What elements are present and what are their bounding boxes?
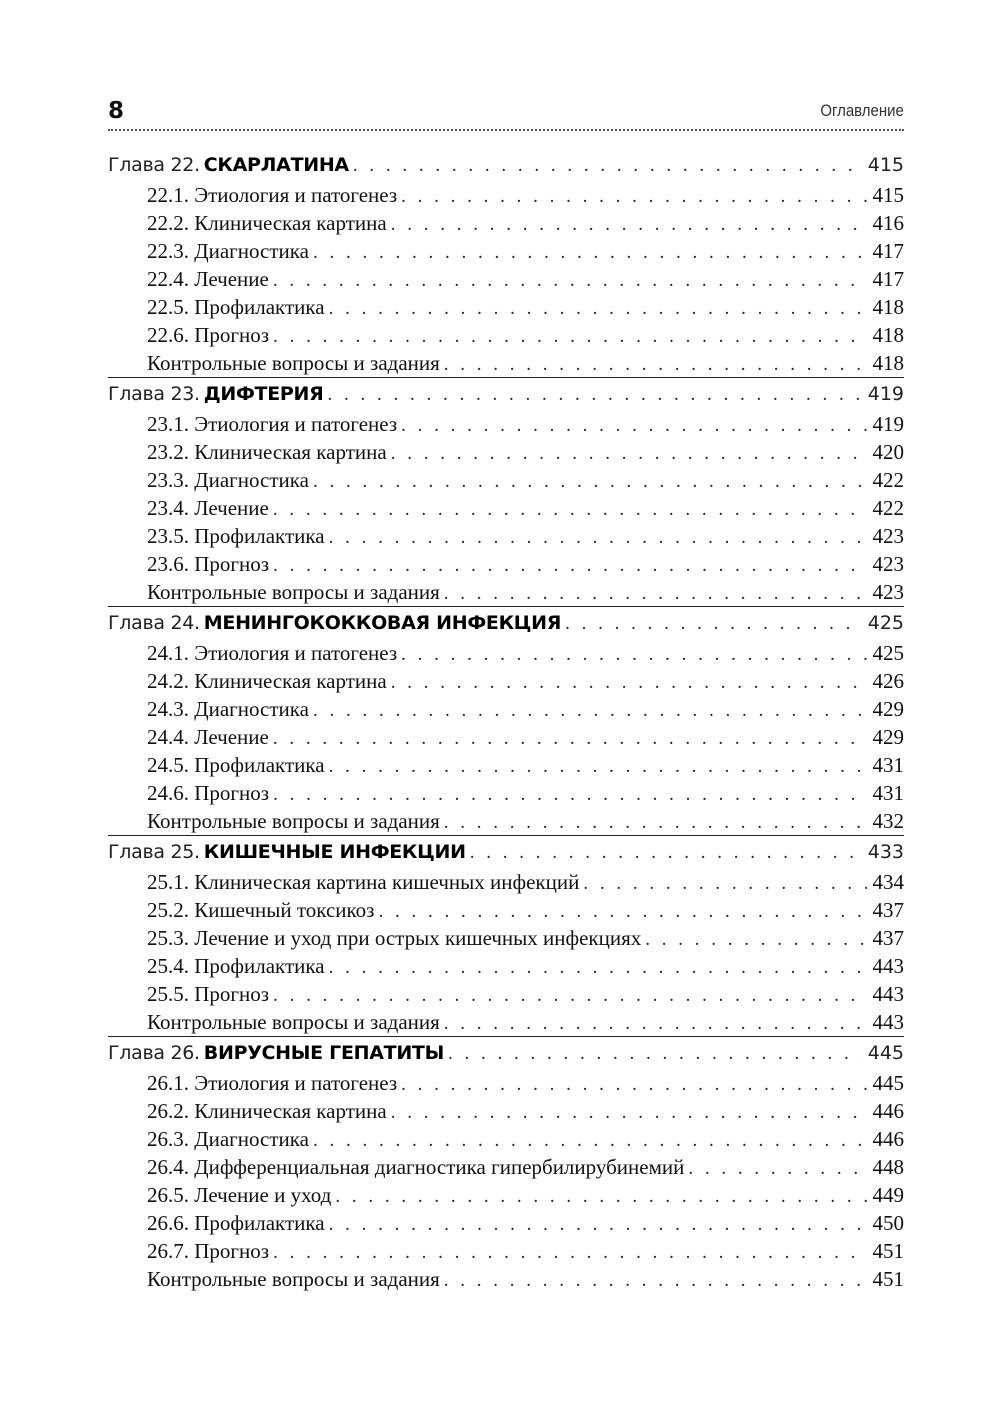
chapter-number: Глава 26. [108, 1042, 200, 1064]
chapter-block [108, 607, 904, 836]
toc-entry-label: 26.6. Профилактика [147, 1211, 325, 1235]
section-title: Оглавление [820, 101, 904, 120]
toc-entry[interactable] [108, 438, 904, 466]
table-of-contents [108, 149, 904, 1293]
dot-leader [329, 1211, 867, 1239]
chapter-block [108, 149, 904, 378]
toc-entry-label: 22.5. Профилактика [147, 295, 325, 319]
toc-entry[interactable] [108, 639, 904, 667]
toc-entry[interactable] [108, 1008, 904, 1036]
chapter-block [108, 1037, 904, 1293]
toc-entry-label: 25.1. Клиническая картина кишечных инфекций [147, 870, 580, 894]
dot-leader [448, 1038, 862, 1070]
toc-entry-page-number: 431 [872, 753, 904, 777]
dot-leader [327, 379, 861, 411]
toc-entry-label: 22.2. Клиническая картина [147, 211, 387, 235]
toc-entry[interactable] [108, 349, 904, 377]
toc-entry[interactable] [108, 1125, 904, 1153]
toc-entry-page-number: 419 [872, 412, 904, 436]
dot-leader [391, 440, 867, 468]
toc-entry-page-number: 445 [872, 1071, 904, 1095]
dot-leader [329, 954, 867, 982]
toc-entry-label: 26.1. Этиология и патогенез [147, 1071, 398, 1095]
toc-entry-page-number: 417 [872, 267, 904, 291]
page-number: 8 [108, 98, 125, 124]
dot-leader [391, 669, 867, 697]
toc-entry-label: Контрольные вопросы и задания [147, 809, 440, 833]
toc-entry-page-number: 429 [872, 697, 904, 721]
toc-entry-label: 24.2. Клиническая картина [147, 669, 387, 693]
toc-entry-label: 23.4. Лечение [147, 496, 269, 520]
toc-entry-label: 23.6. Прогноз [147, 552, 270, 576]
dot-leader [273, 267, 867, 295]
dot-leader [273, 552, 866, 580]
chapter-entry[interactable] [108, 836, 904, 868]
chapter-page-number: 419 [867, 383, 904, 405]
dot-leader [401, 183, 866, 211]
toc-entry[interactable] [108, 466, 904, 494]
toc-entry[interactable] [108, 1209, 904, 1237]
toc-entry-page-number: 420 [872, 440, 904, 464]
running-head [108, 96, 904, 130]
toc-entry[interactable] [108, 494, 904, 522]
header-dotted-rule [108, 129, 904, 131]
toc-entry-label: Контрольные вопросы и задания [147, 580, 440, 604]
toc-entry[interactable] [108, 410, 904, 438]
toc-entry[interactable] [108, 1097, 904, 1125]
toc-entry-label: 25.2. Кишечный токсикоз [147, 898, 375, 922]
toc-entry-label: 25.5. Прогноз [147, 982, 270, 1006]
toc-entry[interactable] [108, 1069, 904, 1097]
chapter-title: СКАРЛАТИНА [203, 154, 349, 176]
toc-entry-label: 23.1. Этиология и патогенез [147, 412, 398, 436]
dot-leader [313, 1127, 867, 1155]
dot-leader [583, 870, 866, 898]
dot-leader [273, 725, 867, 753]
toc-entry-page-number: 450 [872, 1211, 904, 1235]
dot-leader [329, 295, 867, 323]
dot-leader [273, 1239, 866, 1267]
toc-entry-label: 25.3. Лечение и уход при острых кишечных инфекциях [147, 926, 642, 950]
dot-leader [329, 524, 867, 552]
toc-entry-page-number: 423 [872, 524, 904, 548]
dot-leader [688, 1155, 866, 1183]
toc-entry[interactable] [108, 723, 904, 751]
toc-entry-page-number: 417 [872, 239, 904, 263]
toc-entry-page-number: 423 [872, 552, 904, 576]
chapter-title: ДИФТЕРИЯ [203, 383, 324, 405]
toc-entry[interactable] [108, 293, 904, 321]
dot-leader [273, 496, 867, 524]
dot-leader [645, 926, 866, 954]
toc-entry-page-number: 429 [872, 725, 904, 749]
toc-entry-label: Контрольные вопросы и задания [147, 351, 440, 375]
dot-leader [273, 323, 866, 351]
chapter-number: Глава 22. [108, 154, 200, 176]
dot-leader [273, 982, 866, 1010]
chapter-page-number: 415 [867, 154, 904, 176]
toc-entry-page-number: 431 [872, 781, 904, 805]
toc-entry-page-number: 423 [872, 580, 904, 604]
chapter-number: Глава 24. [108, 612, 200, 634]
dot-leader [391, 1099, 867, 1127]
toc-entry[interactable] [108, 868, 904, 896]
toc-entry[interactable] [108, 550, 904, 578]
toc-entry-page-number: 426 [872, 669, 904, 693]
toc-entry-page-number: 418 [872, 323, 904, 347]
toc-entry[interactable] [108, 209, 904, 237]
dot-leader [391, 211, 867, 239]
toc-entry[interactable] [108, 265, 904, 293]
toc-entry[interactable] [108, 667, 904, 695]
toc-entry-label: 22.3. Диагностика [147, 239, 309, 263]
toc-entry-label: 26.4. Дифференциальная диагностика гипербилирубинемий [147, 1155, 685, 1179]
dot-leader [273, 781, 866, 809]
toc-entry-page-number: 443 [872, 982, 904, 1006]
chapter-page-number: 445 [867, 1042, 904, 1064]
chapter-entry[interactable] [108, 1037, 904, 1069]
toc-entry-page-number: 432 [872, 809, 904, 833]
dot-leader [444, 1010, 867, 1038]
dot-leader [378, 898, 866, 926]
toc-entry-label: Контрольные вопросы и задания [147, 1010, 440, 1034]
toc-entry[interactable] [108, 578, 904, 606]
toc-entry[interactable] [108, 321, 904, 349]
toc-entry[interactable] [108, 1265, 904, 1293]
chapter-entry[interactable] [108, 149, 904, 181]
toc-entry-label: 26.5. Лечение и уход [147, 1183, 332, 1207]
toc-entry-label: 24.4. Лечение [147, 725, 269, 749]
dot-leader [329, 753, 867, 781]
toc-entry-label: Контрольные вопросы и задания [147, 1267, 440, 1291]
toc-entry-label: 24.3. Диагностика [147, 697, 309, 721]
chapter-page-number: 433 [867, 841, 904, 863]
chapter-entry[interactable] [108, 607, 904, 639]
toc-entry-label: 23.2. Клиническая картина [147, 440, 387, 464]
toc-entry-label: 22.4. Лечение [147, 267, 269, 291]
dot-leader [313, 239, 867, 267]
toc-entry-label: 26.2. Клиническая картина [147, 1099, 387, 1123]
toc-entry[interactable] [108, 1153, 904, 1181]
toc-entry-page-number: 422 [872, 468, 904, 492]
chapter-title: МЕНИНГОКОККОВАЯ ИНФЕКЦИЯ [203, 612, 562, 634]
toc-entry-page-number: 425 [872, 641, 904, 665]
toc-entry-label: 24.1. Этиология и патогенез [147, 641, 398, 665]
toc-entry[interactable] [108, 896, 904, 924]
chapter-number: Глава 23. [108, 383, 200, 405]
dot-leader [444, 351, 867, 379]
toc-entry-label: 22.6. Прогноз [147, 323, 270, 347]
toc-entry[interactable] [108, 807, 904, 835]
toc-entry[interactable] [108, 695, 904, 723]
toc-entry-page-number: 446 [872, 1099, 904, 1123]
toc-entry[interactable] [108, 952, 904, 980]
chapter-entry[interactable] [108, 378, 904, 410]
toc-entry-label: 26.3. Диагностика [147, 1127, 309, 1151]
toc-entry-label: 26.7. Прогноз [147, 1239, 270, 1263]
toc-entry[interactable] [108, 1237, 904, 1265]
toc-entry-page-number: 446 [872, 1127, 904, 1151]
toc-entry-page-number: 451 [872, 1267, 904, 1291]
dot-leader [444, 580, 867, 608]
dot-leader [444, 809, 867, 837]
toc-entry[interactable] [108, 237, 904, 265]
toc-entry-label: 24.5. Профилактика [147, 753, 325, 777]
toc-entry-page-number: 416 [872, 211, 904, 235]
toc-entry-page-number: 443 [872, 1010, 904, 1034]
chapter-title: КИШЕЧНЫЕ ИНФЕКЦИИ [203, 841, 466, 863]
dot-leader [313, 468, 867, 496]
chapter-block [108, 378, 904, 607]
toc-entry-page-number: 437 [872, 898, 904, 922]
dot-leader [313, 697, 867, 725]
dot-leader [335, 1183, 866, 1211]
toc-entry[interactable] [108, 1181, 904, 1209]
toc-entry-label: 23.5. Профилактика [147, 524, 325, 548]
dot-leader [401, 1071, 866, 1099]
toc-entry-label: 25.4. Профилактика [147, 954, 325, 978]
toc-entry-page-number: 418 [872, 295, 904, 319]
dot-leader [401, 641, 866, 669]
toc-entry-page-number: 437 [872, 926, 904, 950]
dot-leader [470, 837, 862, 869]
dot-leader [353, 150, 862, 182]
chapter-page-number: 425 [867, 612, 904, 634]
toc-entry[interactable] [108, 779, 904, 807]
toc-entry[interactable] [108, 181, 904, 209]
toc-entry[interactable] [108, 980, 904, 1008]
toc-entry-label: 22.1. Этиология и патогенез [147, 183, 398, 207]
toc-entry-page-number: 418 [872, 351, 904, 375]
toc-entry-label: 24.6. Прогноз [147, 781, 270, 805]
dot-leader [444, 1267, 867, 1295]
toc-entry-page-number: 448 [872, 1155, 904, 1179]
toc-entry-page-number: 422 [872, 496, 904, 520]
toc-entry[interactable] [108, 751, 904, 779]
chapter-block [108, 836, 904, 1037]
toc-entry-page-number: 415 [872, 183, 904, 207]
toc-entry[interactable] [108, 522, 904, 550]
toc-entry[interactable] [108, 924, 904, 952]
dot-leader [401, 412, 866, 440]
toc-entry-page-number: 434 [872, 870, 904, 894]
chapter-number: Глава 25. [108, 841, 200, 863]
toc-entry-page-number: 449 [872, 1183, 904, 1207]
toc-entry-page-number: 451 [872, 1239, 904, 1263]
dot-leader [565, 608, 862, 640]
toc-entry-label: 23.3. Диагностика [147, 468, 309, 492]
toc-entry-page-number: 443 [872, 954, 904, 978]
chapter-title: ВИРУСНЫЕ ГЕПАТИТЫ [203, 1042, 444, 1064]
